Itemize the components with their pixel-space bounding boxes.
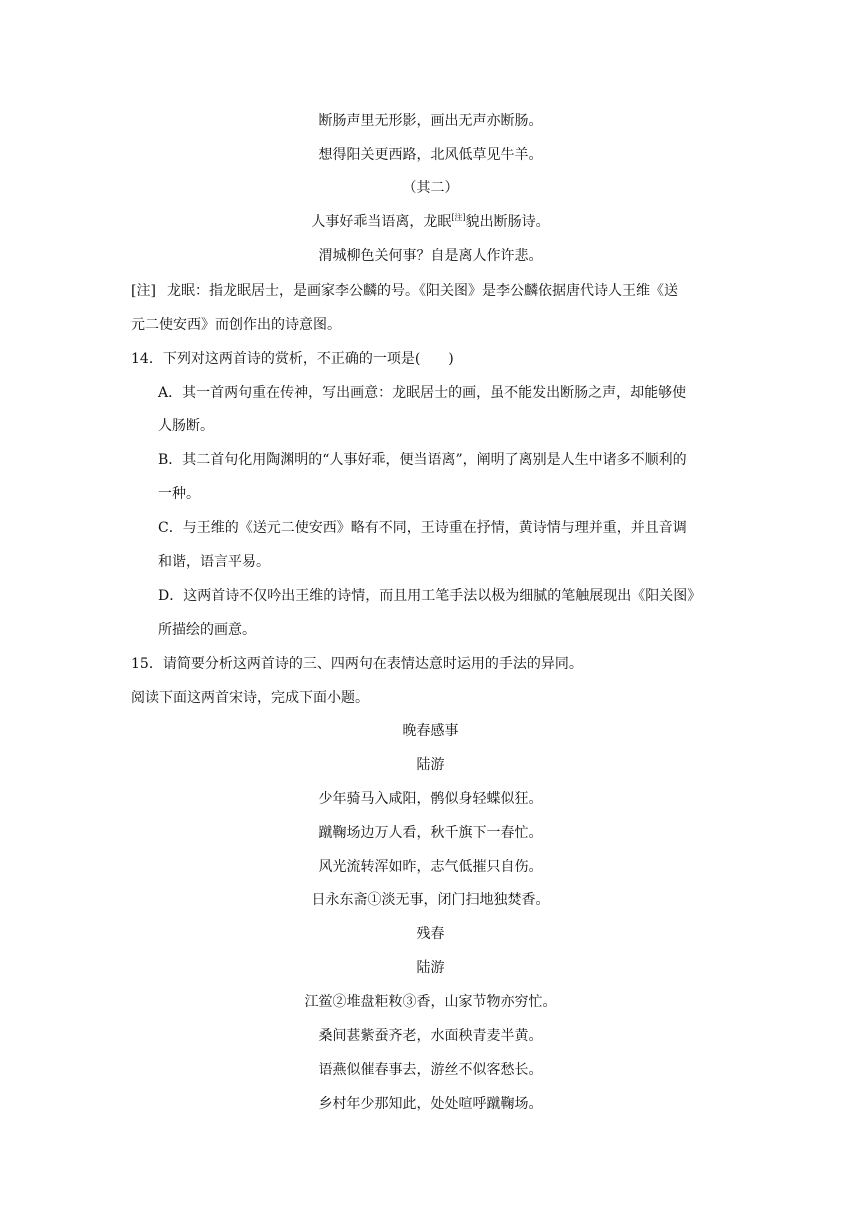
poem-line-with-note [131,212,730,232]
poem-line-before-note: 人事好乖当语离，龙眠 [311,214,452,230]
note-marker: [注] [451,213,466,222]
poem-line: 语燕似催春事去，游丝不似客愁长。 [318,1062,543,1078]
question-15-stem: 15．请简要分析这两首诗的三、四两句在表情达意时运用的手法的异同。 [131,656,583,672]
poem-line: 断肠声里无形影，画出无声亦断肠。 [318,113,543,129]
poem-line: 日永东斋①淡无事，闭门扫地独焚香。 [311,892,550,908]
option-c-continuation: 和谐，语言平易。 [158,554,270,570]
option-a: A．其一首两句重在传神，写出画意：龙眠居士的画，虽不能发出断肠之声，却能够使 [158,385,687,401]
poem-section-heading: （其二） [402,180,459,196]
poem-line: 想得阳关更西路，北风低草见牛羊。 [318,147,543,163]
poem-title: 晚春感事 [402,723,459,739]
poem-title: 残春 [416,926,445,942]
annotation-continuation: 元二使安西》而创作出的诗意图。 [131,317,341,333]
poem-line: 蹴鞠场边万人看，秋千旗下一春忙。 [318,825,543,841]
poem-line: 少年骑马入咸阳，鹘似身轻蝶似狂。 [318,791,543,807]
option-d-continuation: 所描绘的画意。 [158,622,256,638]
poem-line: 乡村年少那知此，处处喧呼蹴鞠场。 [318,1096,543,1112]
option-c: C．与王维的《送元二使安西》略有不同，王诗重在抒情，黄诗情与理并重，并且音调 [158,520,687,536]
poem-line: 江鲎②堆盘粔籹③香，山家节物亦穷忙。 [304,994,557,1010]
annotation-text: 龙眠：指龙眠居士，是画家李公麟的号。《阳关图》是李公麟依据唐代诗人王维《送 [167,283,678,299]
option-b-continuation: 一种。 [158,486,200,502]
annotation-line [131,281,730,301]
poem-line-after-note: 貌出断肠诗。 [465,214,550,230]
poem-line: 风光流转浑如昨，志气低摧只自伤。 [318,859,543,875]
reading-instruction: 阅读下面这两首宋诗，完成下面小题。 [131,690,369,706]
poem-author: 陆游 [416,960,445,976]
poem-author: 陆游 [416,757,445,773]
option-a-continuation: 人肠断。 [158,418,214,434]
poem-line: 桑间葚紫蚕齐老，水面秧青麦半黄。 [318,1028,543,1044]
option-d: D．这两首诗不仅吟出王维的诗情，而且用工笔手法以极为细腻的笔触展现出《阳关图》 [158,588,702,604]
annotation-prefix: [注] [131,283,156,299]
poem-line: 渭城柳色关何事？自是离人作许悲。 [318,248,543,264]
question-14-stem: 14．下列对这两首诗的赏析，不正确的一项是( ) [131,351,454,367]
option-b: B．其二首句化用陶渊明的“人事好乖，便当语离”，阐明了离别是人生中诸多不顺利的 [158,452,687,468]
